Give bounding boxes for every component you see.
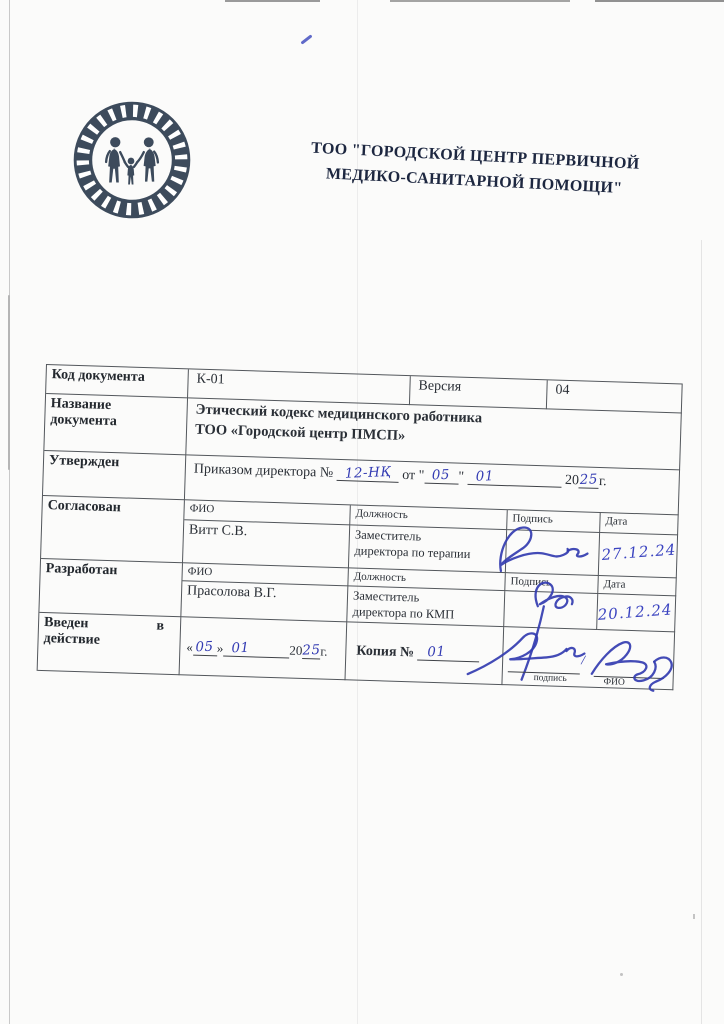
agreed-fio-value: Витт С.В. — [183, 520, 350, 568]
effective-label-cell — [38, 613, 182, 675]
scan-top-edge — [225, 0, 320, 2]
copy-label: Копия № — [356, 643, 415, 661]
developed-fio-value: Прасолова В.Г. — [181, 581, 348, 622]
effective-year-suffix: г. — [320, 643, 328, 659]
org-name — [255, 133, 695, 204]
copy-number-cell — [345, 622, 504, 685]
effective-year-printed: 20 — [289, 642, 303, 658]
document-requisites-table — [37, 364, 683, 690]
quote-open: " — [418, 468, 425, 484]
effective-label-line2: действие — [43, 631, 101, 648]
guillemet-close: » — [216, 640, 224, 656]
version-value-cell: 04 — [547, 380, 683, 413]
effective-year-handwritten: 25 — [302, 641, 321, 659]
version-label-cell: Версия — [410, 376, 548, 409]
code-label-cell: Код документа — [46, 365, 189, 398]
year-printed: 20 — [564, 472, 580, 489]
org-name-line1: ТОО "ГОРОДСКОЙ ЦЕНТР ПЕРВИЧНОЙ — [310, 139, 640, 173]
agreed-position-line2: директора по терапии — [354, 543, 471, 561]
developed-position-value — [347, 586, 505, 627]
agreed-date-handwritten: 27.12.24 — [600, 540, 677, 564]
developed-position-line1: Заместитель — [352, 588, 420, 605]
scan-speck — [620, 973, 623, 976]
developed-sign-cell — [504, 591, 598, 630]
year-suffix: г. — [598, 473, 607, 490]
agreed-label-cell: Согласован — [41, 496, 185, 563]
sign-fio-separator: / — [580, 653, 587, 669]
agreed-date-header: Дата — [600, 513, 679, 535]
copy-number-handwritten: 01 — [427, 643, 447, 661]
developed-date-header: Дата — [598, 576, 677, 596]
document-title-line2: ТОО «Городской центр ПМСП» — [194, 421, 406, 444]
effective-sign-cell — [502, 627, 675, 690]
code-value-cell: К-01 — [188, 369, 411, 405]
agreed-sign-header: Подпись — [507, 510, 601, 533]
paper-left-edge — [9, 0, 10, 1024]
approved-month-handwritten: 01 — [475, 468, 495, 485]
org-name-line2: МЕДИКО-САНИТАРНОЙ ПОМОЩИ" — [325, 165, 623, 197]
agreed-fio-header: ФИО — [184, 500, 351, 525]
quote-close: " — [458, 469, 465, 485]
title-label-line1: Название — [50, 396, 112, 414]
agreed-position-header: Должность — [350, 505, 508, 530]
developed-date-handwritten: 20.12.24 — [597, 600, 674, 624]
scan-speck — [693, 914, 695, 919]
title-label-line2: документа — [50, 412, 118, 430]
developed-sign-header: Подпись — [505, 573, 599, 594]
guillemet-open: « — [186, 639, 194, 655]
order-number-handwritten: 12-НҚ — [344, 463, 392, 482]
document-title-line1: Этический кодекс медицинского работника — [195, 401, 483, 427]
org-logo — [68, 96, 196, 224]
approved-year-handwritten: 25 — [579, 471, 599, 488]
fio-caption: ФИО — [603, 677, 625, 688]
effective-label-word2: в — [156, 618, 165, 634]
effective-date-cell — [180, 617, 348, 680]
developed-fio-header: ФИО — [182, 563, 348, 586]
family-emblem-icon — [68, 96, 196, 224]
approved-day-handwritten: 05 — [431, 466, 451, 484]
approved-label-cell: Утвержден — [43, 451, 186, 500]
sign-caption: подпись — [533, 673, 567, 685]
scan-top-edge — [390, 0, 570, 2]
approved-text: Приказом директора № — [193, 461, 334, 481]
effective-day-handwritten: 05 — [195, 638, 215, 656]
developed-label-cell: Разработан — [39, 559, 183, 617]
agreed-position-value — [349, 525, 507, 573]
approved-ot: от — [401, 467, 416, 484]
developed-position-line2: директора по КМП — [352, 604, 455, 622]
developed-position-header: Должность — [348, 568, 505, 591]
agreed-sign-cell — [506, 530, 600, 576]
effective-label-word1: Введен — [43, 615, 89, 632]
agreed-position-line1: Заместитель — [354, 527, 422, 544]
stray-pen-mark — [300, 34, 312, 44]
paper-left-edge — [8, 295, 10, 470]
scan-top-edge — [595, 0, 724, 2]
paper-right-edge — [701, 240, 702, 1024]
title-label-cell — [44, 394, 188, 455]
effective-month-handwritten: 01 — [231, 639, 250, 657]
